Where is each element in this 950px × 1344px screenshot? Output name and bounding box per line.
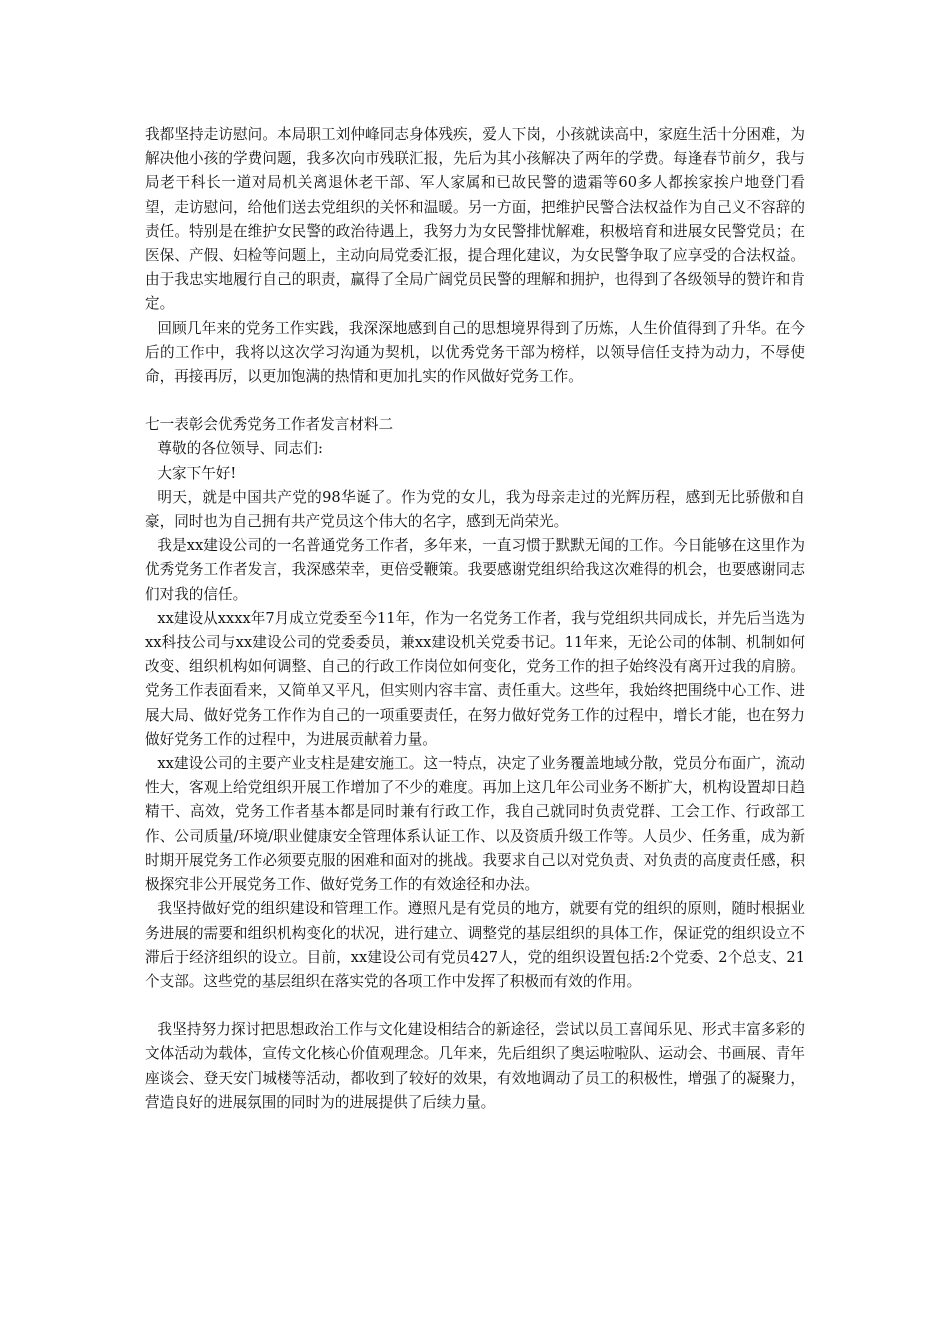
paragraph-5: xx建设从xxxx年7月成立党委至今11年，作为一名党务工作者，我与党组织共同成长，并先后当选为xx科技公司与xx建设公司的党委委员，兼xx建设机关党委书记。11年来，无论公司的体制、机制如何改变、组织机构如何调整、自己的行政工作岗位如何变化，党务工作的担子始终没有离开过我的肩膀。党务工作表面看来，又简单又平凡，但实则内容丰富、责任重大。这些年，我始终把围绕中心工作、进展大局、做好党务工作作为自己的一项重要责任，在努力做好党务工作的过程中，增长才能，也在努力做好党务工作的过程中，为进展贡献着力量。 xyxy=(145,609,805,748)
spacer xyxy=(145,389,805,413)
paragraph-7: 我坚持做好党的组织建设和管理工作。遵照凡是有党员的地方，就要有党的组织的原则，随时根据业务进展的需要和组织机构变化的状况，进行建立、调整党的基层组织的具体工作，保证党的组织设立不滞后于经济组织的设立。目前，xx建设公司有党员427人，党的组织设置包括:2个党委、2个总支、21个支部。这些党的基层组织在落实党的各项工作中发挥了积极而有效的作用。 xyxy=(145,900,805,990)
paragraph-4: 我是xx建设公司的一名普通党务工作者，多年来，一直习惯于默默无闻的工作。今日能够在这里作为优秀党务工作者发言，我深感荣幸，更倍受鞭策。我要感谢党组织给我这次难得的机会，也要感谢同志们对我的信任。 xyxy=(145,537,805,603)
greeting: 大家下午好! xyxy=(157,464,237,482)
paragraph-3: 明天，就是中国共产党的98华诞了。作为党的女儿，我为母亲走过的光辉历程，感到无比骄傲和自豪，同时也为自己拥有共产党员这个伟大的名字，感到无尚荣光。 xyxy=(145,488,805,531)
paragraph-8: 我坚持努力探讨把思想政治工作与文化建设相结合的新途径，尝试以员工喜闻乐见、形式丰富多彩的文体活动为载体，宣传文化核心价值观理念。几年来，先后组织了奥运啦啦队、运动会、书画展、青年座谈会、登天安门城楼等活动，都收到了较好的效果，有效地调动了员工的积极性，增强了的凝聚力，营造良好的进展氛围的同时为的进展提供了后续力量。 xyxy=(145,1021,805,1111)
paragraph-1: 我都坚持走访慰问。本局职工刘仲峰同志身体残疾，爱人下岗，小孩就读高中，家庭生活十分困难，为解决他小孩的学费问题，我多次向市残联汇报，先后为其小孩解决了两年的学费。每逢春节前夕，我与局老干科长一道对局机关离退休老干部、军人家属和已故民警的遗霜等60多人都挨家挨户地登门看望，走访慰问，给他们送去党组织的关怀和温暖。另一方面，把维护民警合法权益作为自己义不容辞的责任。特别是在维护女民警的政治待遇上，我努力为女民警排忧解难，积极培育和进展女民警党员；在医保、产假、妇检等问题上，主动向局党委汇报，提合理化建议，为女民警争取了应享受的合法权益。由于我忠实地履行自己的职责，赢得了全局广阔党员民警的理解和拥护，也得到了各级领导的赞许和肯定。 xyxy=(145,126,805,313)
paragraph-2: 回顾几年来的党务工作实践，我深深地感到自己的思想境界得到了历炼，人生价值得到了升华。在今后的工作中，我将以这次学习沟通为契机，以优秀党务干部为榜样，以领导信任支持为动力，不辱使命，再接再厉，以更加饱满的热情和更加扎实的作风做好党务工作。 xyxy=(145,319,805,386)
section-title: 七一表彰会优秀党务工作者发言材料二 xyxy=(145,416,394,434)
salutation: 尊敬的各位领导、同志们: xyxy=(157,440,323,458)
paragraph-6: xx建设公司的主要产业支柱是建安施工。这一特点，决定了业务覆盖地域分散，党员分布面广，流动性大，客观上给党组织开展工作增加了不少的难度。再加上这几年公司业务不断扩大，机构设置却日趋精干、高效，党务工作者基本都是同时兼有行政工作，我自己就同时负责党群、工会工作、行政部工作、公司质量/环境/职业健康安全管理体系认证工作、以及资质升级工作等。人员少、任务重，成为新时期开展党务工作必须要克服的困难和面对的挑战。我要求自己以对党负责、对负责的高度责任感，积极探究非公开展党务工作、做好党务工作的有效途径和办法。 xyxy=(145,755,805,894)
document-page xyxy=(145,123,805,1115)
spacer xyxy=(145,994,805,1018)
